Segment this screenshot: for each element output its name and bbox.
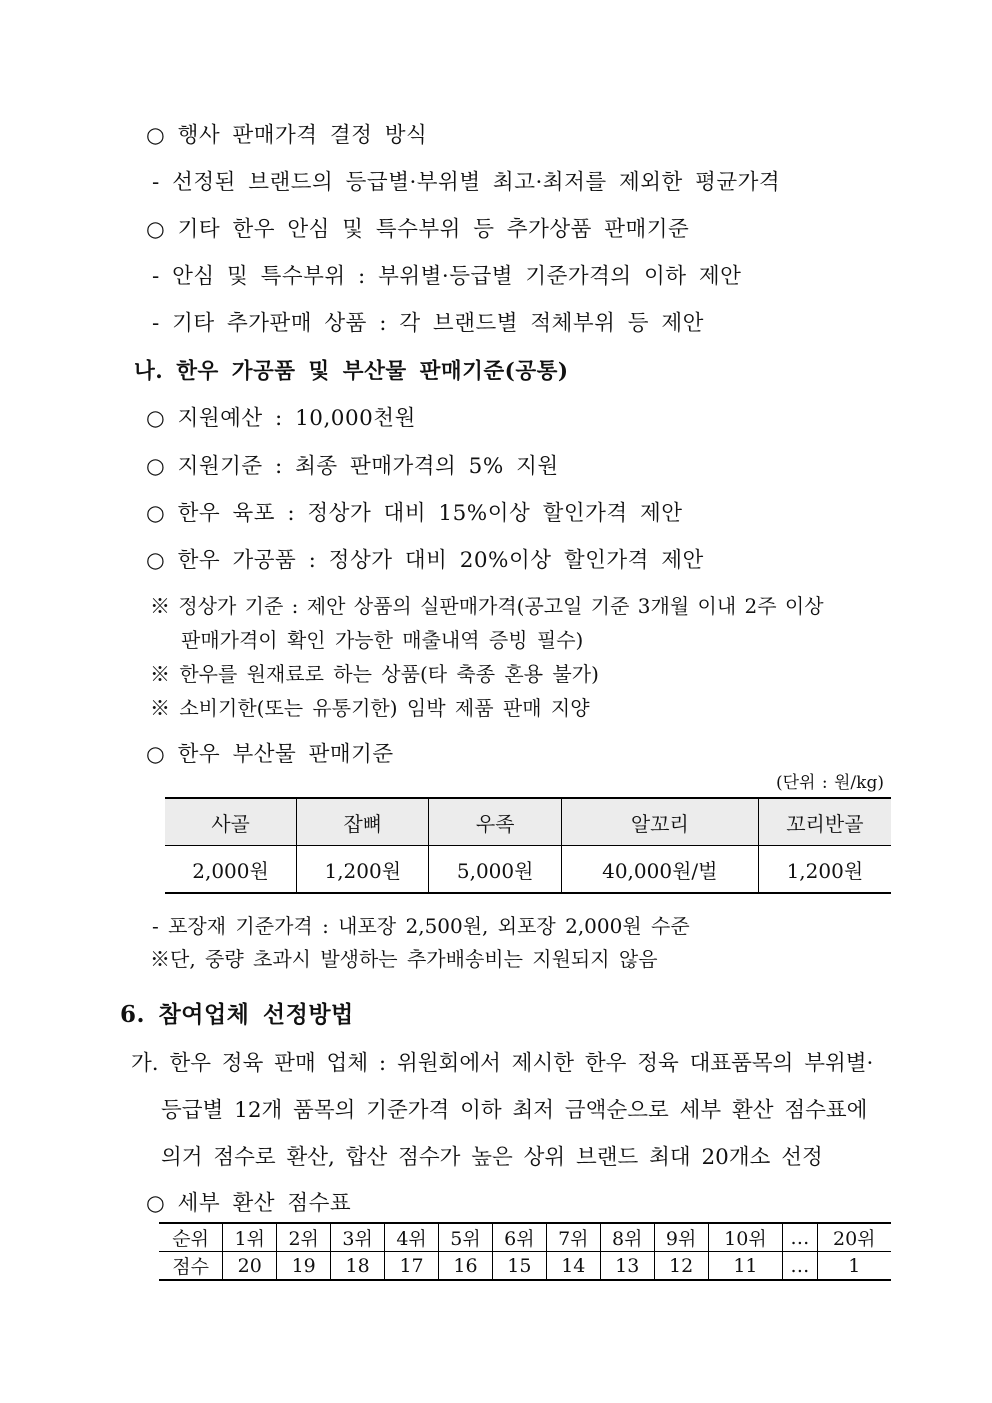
section-heading: 나. 한우 가공품 및 부산물 판매기준(공통) [134, 359, 569, 384]
text-line: ○ 행사 판매가격 결정 방식 [146, 123, 428, 148]
table-cell: 17 [385, 1252, 439, 1281]
table-row [165, 846, 891, 894]
table-cell: 11 [708, 1252, 783, 1281]
table-cell: 40,000원/벌 [561, 846, 758, 894]
table-cell: 12 [654, 1252, 708, 1281]
section-heading: 6. 참여업체 선정방법 [120, 1001, 354, 1028]
text-line: ○ 기타 한우 안심 및 특수부위 등 추가상품 판매기준 [146, 217, 690, 242]
table-cell: 순위 [159, 1223, 223, 1252]
table-row [159, 1223, 891, 1252]
note-line: ※ 한우를 원재료로 하는 상품(타 축종 혼용 불가) [150, 662, 599, 686]
table-cell: 1,200원 [758, 846, 891, 894]
note-line: 판매가격이 확인 가능한 매출내역 증빙 필수) [181, 628, 584, 652]
text-line: - 포장재 기준가격 : 내포장 2,500원, 외포장 2,000원 수준 [152, 914, 690, 938]
table-cell: … [783, 1223, 817, 1252]
table-header-row [165, 798, 891, 846]
note-line: ※ 정상가 기준 : 제안 상품의 실판매가격(공고일 기준 3개월 이내 2주 이상 [150, 594, 824, 618]
table-cell: 8위 [600, 1223, 654, 1252]
text-line: - 기타 추가판매 상품 : 각 브랜드별 적체부위 등 제안 [152, 311, 704, 336]
table-cell: 4위 [385, 1223, 439, 1252]
table-cell: 14 [546, 1252, 600, 1281]
note-line: ※ 소비기한(또는 유통기한) 임박 제품 판매 지양 [150, 696, 590, 720]
text-line: 등급별 12개 품목의 기준가격 이하 최저 금액순으로 세부 환산 점수표에 [161, 1098, 868, 1123]
table-cell: 점수 [172, 1256, 210, 1278]
table-cell: 20위 [817, 1223, 891, 1252]
table-cell: … [783, 1252, 817, 1281]
text-line: ○ 한우 부산물 판매기준 [146, 742, 394, 767]
table-cell: 5위 [439, 1223, 493, 1252]
text-line: ○ 한우 가공품 : 정상가 대비 20%이상 할인가격 제안 [146, 548, 704, 573]
table-cell: 6위 [492, 1223, 546, 1252]
unit-label: (단위 : 원/kg) [776, 773, 884, 793]
text-line: ○ 지원기준 : 최종 판매가격의 5% 지원 [146, 454, 559, 479]
text-line: ○ 한우 육포 : 정상가 대비 15%이상 할인가격 제안 [146, 501, 683, 526]
table-cell: 2위 [277, 1223, 331, 1252]
text-line: 가. 한우 정육 판매 업체 : 위원회에서 제시한 한우 정육 대표품목의 부위별· [131, 1051, 874, 1076]
table-cell: 3위 [331, 1223, 385, 1252]
table-row [159, 1252, 891, 1281]
text-line: ○ 세부 환산 점수표 [146, 1191, 352, 1216]
score-conversion-table [159, 1222, 891, 1281]
table-cell: 20 [223, 1252, 277, 1281]
table-cell: 19 [277, 1252, 331, 1281]
byproduct-price-table [165, 797, 891, 894]
table-cell: 10위 [708, 1223, 783, 1252]
table-cell: 15 [492, 1252, 546, 1281]
table-cell: 18 [331, 1252, 385, 1281]
table-cell: 9위 [654, 1223, 708, 1252]
note-line: ※단, 중량 초과시 발생하는 추가배송비는 지원되지 않음 [150, 947, 658, 971]
table-cell: 2,000원 [192, 858, 269, 883]
text-line: - 선정된 브랜드의 등급별·부위별 최고·최저를 제외한 평균가격 [152, 170, 781, 195]
table-header-cell: 우족 [429, 798, 561, 846]
table-header-cell: 사골 [165, 798, 297, 846]
table-cell: 13 [600, 1252, 654, 1281]
table-cell: 7위 [546, 1223, 600, 1252]
text-line: - 안심 및 특수부위 : 부위별·등급별 기준가격의 이하 제안 [152, 264, 742, 289]
text-line: ○ 지원예산 : 10,000천원 [146, 406, 416, 431]
table-header-cell: 알꼬리 [561, 798, 758, 846]
table-header-cell: 잡뼈 [297, 798, 429, 846]
table-cell: 1위 [223, 1223, 277, 1252]
table-cell: 5,000원 [429, 846, 561, 894]
table-cell: 1,200원 [297, 846, 429, 894]
table-header-cell: 꼬리반골 [758, 798, 891, 846]
table-cell: 16 [439, 1252, 493, 1281]
table-cell: 1 [817, 1252, 891, 1281]
text-line: 의거 점수로 환산, 합산 점수가 높은 상위 브랜드 최대 20개소 선정 [161, 1145, 823, 1170]
